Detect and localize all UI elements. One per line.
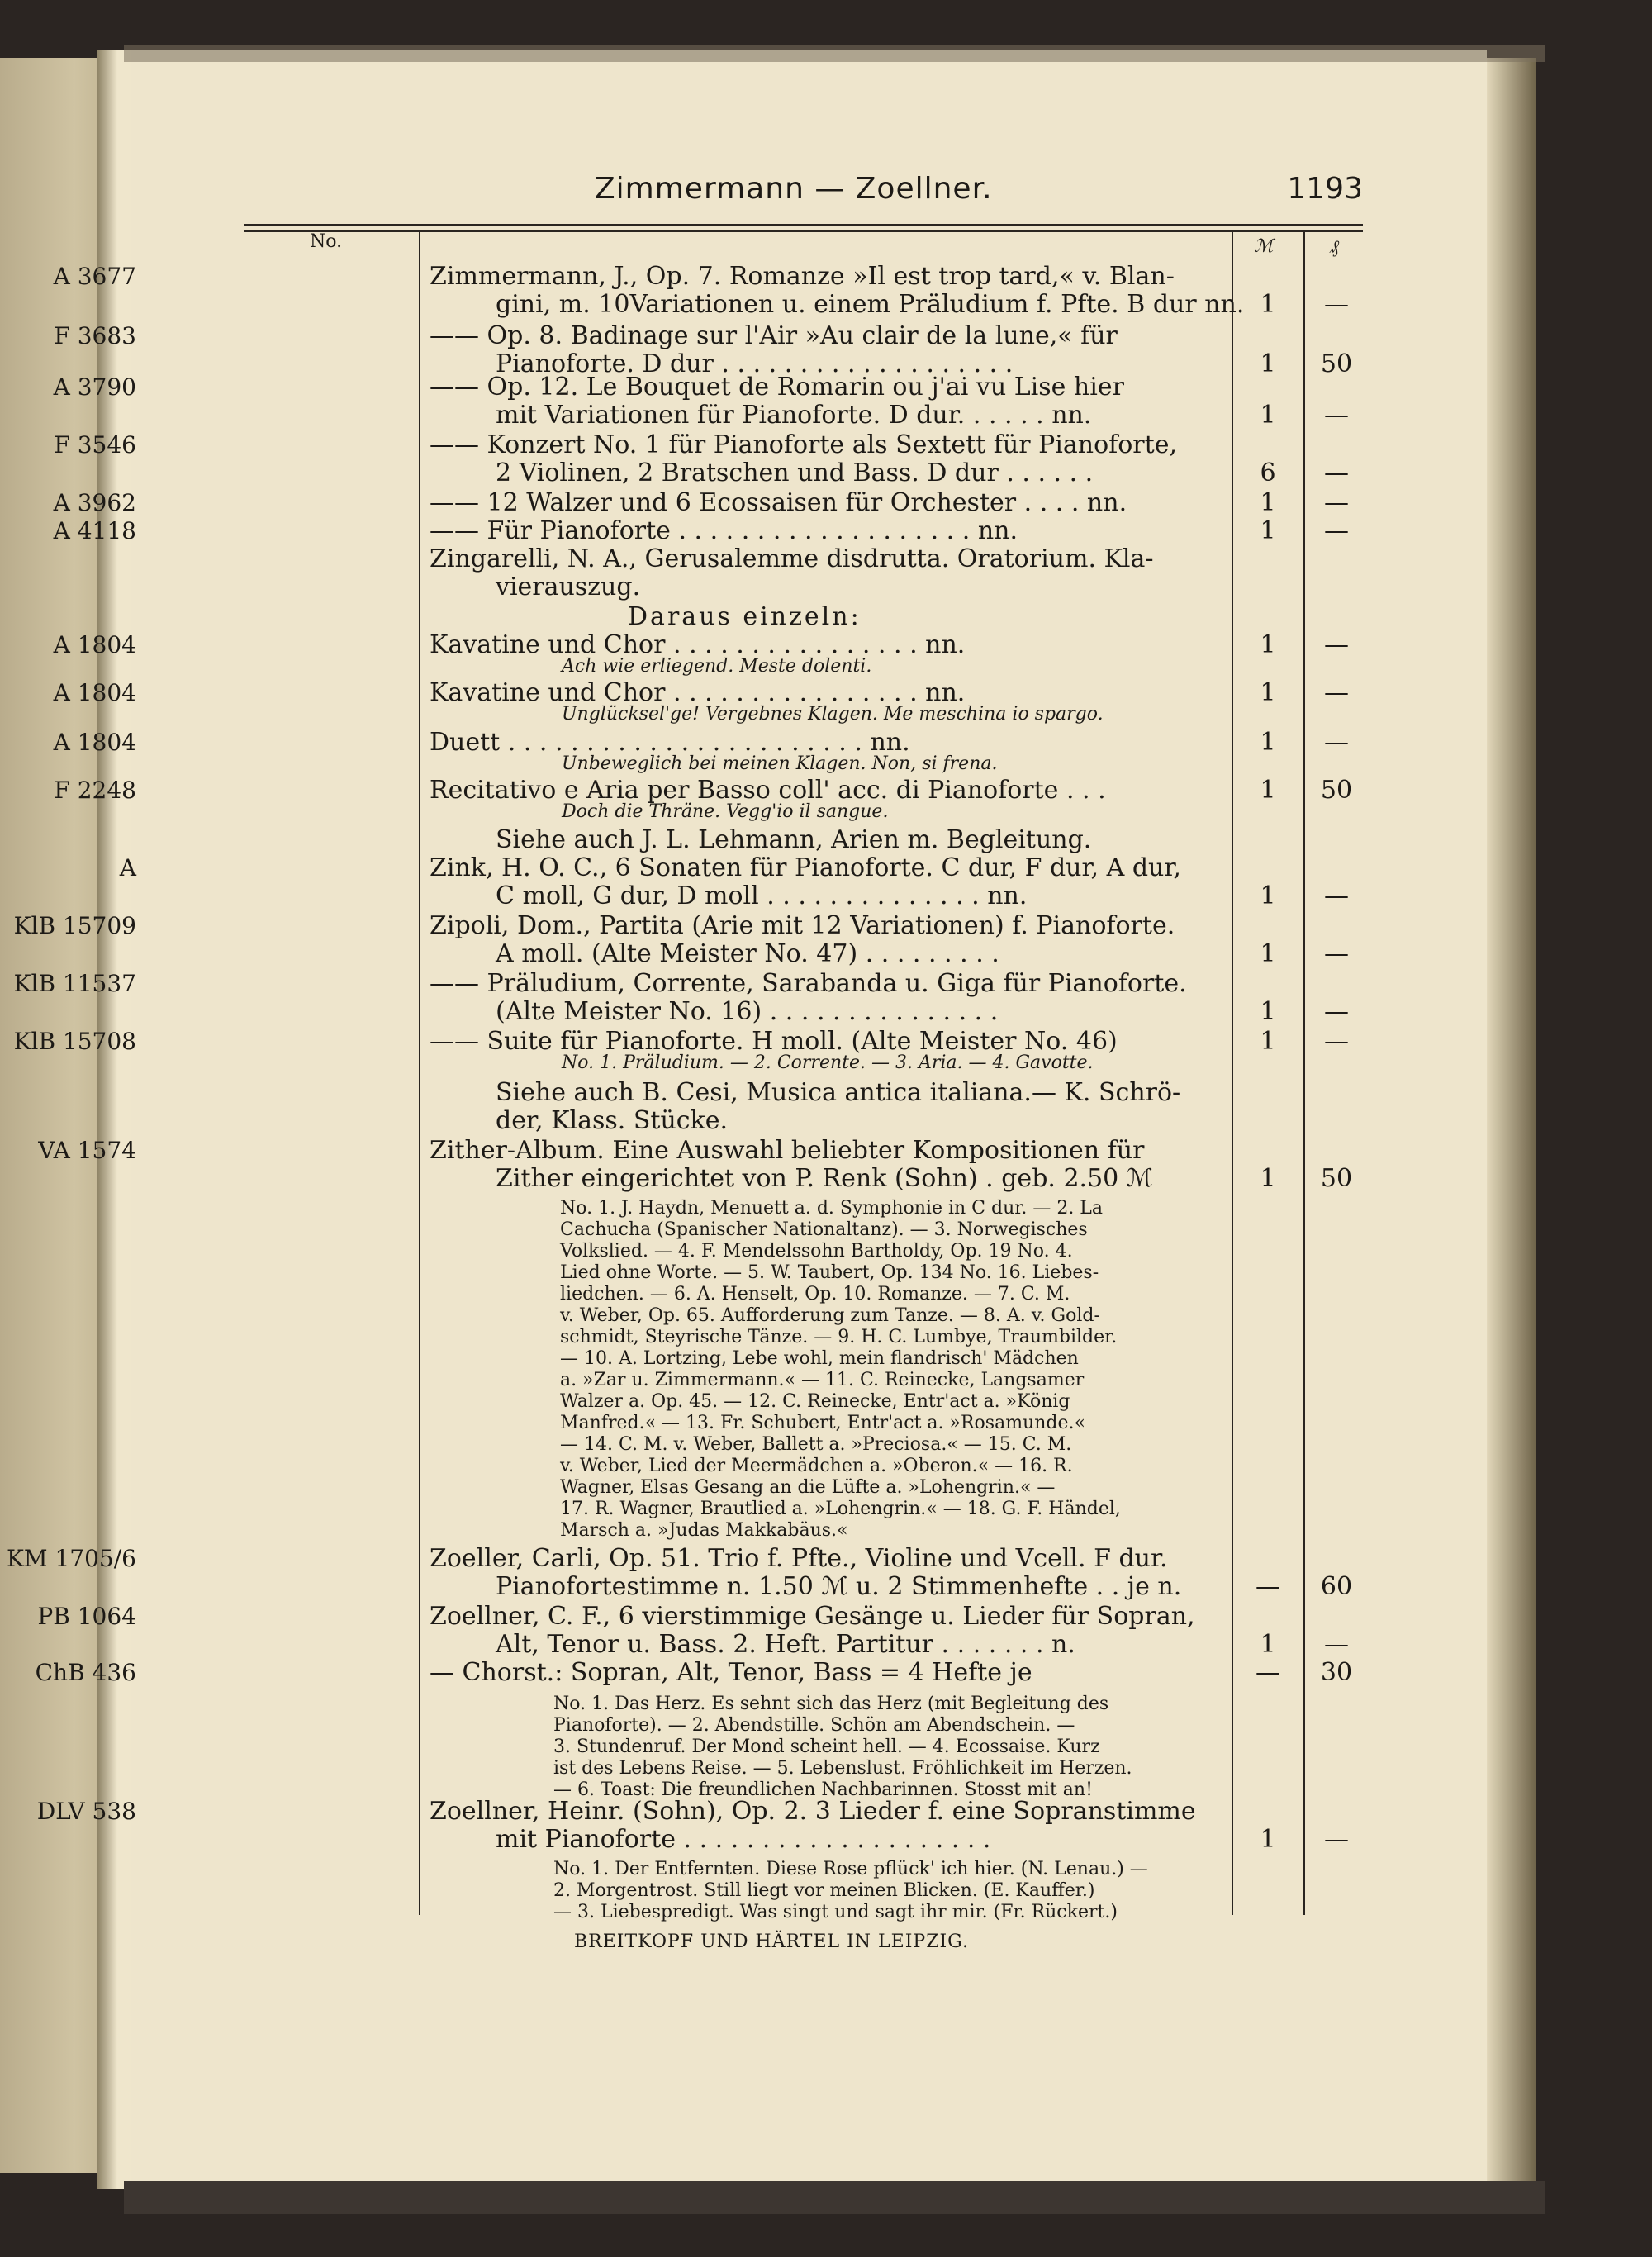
entry-text — [430, 777, 1227, 805]
entry-text — [430, 517, 1227, 545]
entry-text — [496, 826, 1293, 854]
entry-number: A — [119, 854, 136, 881]
price-mark: 1 — [1260, 678, 1276, 707]
entry-line: mit Variationen für Pianoforte. D dur. . . . . . nn. — [496, 401, 1092, 430]
entry-line: —— Op. 8. Badinage sur l'Air »Au clair de la lune,« für — [430, 321, 1118, 350]
price-pfennig: — — [1324, 290, 1349, 319]
entry-subtitle: Unglücksel'ge! Vergebnes Klagen. Me meschina io spargo. — [562, 704, 1104, 725]
entry-line: Zink, H. O. C., 6 Sonaten für Pianoforte. C dur, F dur, A dur, — [430, 853, 1181, 882]
entry-line: Duett . . . . . . . . . . . . . . . . . . . . . . . nn. — [430, 728, 910, 757]
entry-number: KM 1705/6 — [7, 1545, 136, 1572]
entry-text — [430, 373, 1227, 430]
entry-text — [430, 431, 1227, 487]
entry-text — [430, 1798, 1227, 1854]
price-mark: 1 — [1260, 728, 1276, 757]
contents-line: v. Weber, Op. 65. Aufforderung zum Tanze. — 8. A. v. Gold- — [560, 1305, 1100, 1326]
entry-text — [430, 489, 1227, 517]
entry-line: Zoellner, Heinr. (Sohn), Op. 2. 3 Lieder f. eine Sopranstimme — [430, 1797, 1196, 1826]
contents-line: 3. Stundenruf. Der Mond scheint hell. — 4. Ecossaise. Kurz — [553, 1737, 1100, 1757]
price-pfennig: — — [1324, 997, 1349, 1026]
entry-line: — Chorst.: Sopran, Alt, Tenor, Bass = 4 Hefte je — [430, 1658, 1032, 1687]
price-mark: 1 — [1260, 349, 1276, 378]
price-mark: — — [1256, 1572, 1280, 1601]
entry-number: A 1804 — [53, 729, 136, 756]
price-pfennig: — — [1324, 939, 1349, 968]
choir-contents — [553, 1694, 1132, 1801]
price-pfennig: — — [1324, 401, 1349, 430]
contents-line: No. 1. Der Entfernten. Diese Rose pflück' ich hier. (N. Lenau.) — — [553, 1859, 1148, 1879]
page-edge-right — [1487, 58, 1536, 2181]
entry-subtitle: No. 1. Präludium. — 2. Corrente. — 3. Aria. — 4. Gavotte. — [562, 1052, 1094, 1073]
entry-number: A 3962 — [53, 489, 136, 516]
binding-bottom — [124, 2181, 1545, 2214]
entry-line: —— Konzert No. 1 für Pianoforte als Sextett für Pianoforte, — [430, 430, 1177, 459]
price-mark: 1 — [1260, 1027, 1276, 1056]
price-mark: 1 — [1260, 488, 1276, 517]
price-mark: 1 — [1260, 776, 1276, 805]
entry-line: Alt, Tenor u. Bass. 2. Heft. Partitur . . . . . . . n. — [496, 1630, 1075, 1659]
entry-text — [430, 1659, 1227, 1687]
price-pfennig: — — [1324, 728, 1349, 757]
entry-line: C moll, G dur, D moll . . . . . . . . . . . . . . nn. — [496, 881, 1028, 910]
entry-number: A 3790 — [53, 373, 136, 401]
entry-text — [430, 1603, 1227, 1659]
price-pfennig: — — [1324, 630, 1349, 659]
entry-number: ChB 436 — [35, 1659, 136, 1686]
entry-line: Zither eingerichtet von P. Renk (Sohn) . geb. 2.50 ℳ — [496, 1164, 1153, 1193]
entry-number: F 2248 — [54, 777, 136, 804]
header-rule — [244, 224, 1363, 232]
entry-text — [430, 1028, 1227, 1056]
page-number: 1193 — [1287, 172, 1363, 206]
entry-line: Recitativo e Aria per Basso coll' acc. di Pianoforte . . . — [430, 776, 1106, 805]
entry-line: vierauszug. — [496, 573, 641, 601]
contents-line: v. Weber, Lied der Meermädchen a. »Oberon.« — 16. R. — [560, 1456, 1073, 1476]
contents-line: 17. R. Wagner, Brautlied a. »Lohengrin.« — 18. G. F. Händel, — [560, 1499, 1121, 1519]
zither-contents — [560, 1198, 1121, 1542]
entry-text — [430, 1137, 1227, 1193]
entry-subtitle: Doch die Thräne. Vegg'io il sangue. — [562, 801, 889, 822]
entry-text — [430, 545, 1227, 601]
contents-line: Walzer a. Op. 45. — 12. C. Reinecke, Entr'act a. »König — [560, 1391, 1070, 1412]
entry-number: DLV 538 — [36, 1798, 136, 1825]
price-mark: — — [1256, 1658, 1280, 1687]
entry-line: Zoeller, Carli, Op. 51. Trio f. Pfte., Violine und Vcell. F dur. — [430, 1544, 1168, 1573]
price-pfennig: 50 — [1320, 776, 1353, 805]
entry-text — [430, 1545, 1227, 1601]
price-pfennig: — — [1324, 459, 1349, 487]
entry-line: Siehe auch B. Cesi, Musica antica italiana.— K. Schrö- — [496, 1078, 1181, 1107]
book-gutter — [97, 50, 131, 2189]
entry-number: KlB 15709 — [13, 912, 136, 939]
entry-line: Zoellner, C. F., 6 vierstimmige Gesänge u. Lieder für Sopran, — [430, 1602, 1195, 1631]
price-pfennig: — — [1324, 516, 1349, 545]
entry-line: Kavatine und Chor . . . . . . . . . . . . . . . . nn. — [430, 678, 966, 707]
col-header-mark: ℳ — [1254, 236, 1274, 257]
price-pfennig: 50 — [1320, 1164, 1353, 1193]
entry-text — [430, 679, 1227, 707]
entry-number: A 3677 — [53, 263, 136, 290]
entry-line: Siehe auch J. L. Lehmann, Arien m. Begleitung. — [496, 825, 1092, 854]
binding-top — [124, 45, 1545, 62]
price-pfennig: 30 — [1320, 1658, 1353, 1687]
entry-line: A moll. (Alte Meister No. 47) . . . . . . . . . — [496, 939, 999, 968]
entry-line: gini, m. 10Variationen u. einem Präludium f. Pfte. B dur nn. — [496, 290, 1245, 319]
entry-number: PB 1064 — [37, 1603, 136, 1630]
contents-line: No. 1. J. Haydn, Menuett a. d. Symphonie in C dur. — 2. La — [560, 1198, 1104, 1219]
contents-line: liedchen. — 6. A. Henselt, Op. 10. Romanze. — 7. C. M. — [560, 1284, 1070, 1304]
price-mark: 1 — [1260, 1164, 1276, 1193]
entry-number: F 3683 — [54, 322, 136, 349]
entry-line: —— Op. 12. Le Bouquet de Romarin ou j'ai vu Lise hier — [430, 373, 1124, 402]
entry-subtitle: Unbeweglich bei meinen Klagen. Non, si frena. — [562, 753, 998, 774]
price-pfennig: — — [1324, 1027, 1349, 1056]
contents-line: Manfred.« — 13. Fr. Schubert, Entr'act a. »Rosamunde.« — [560, 1413, 1085, 1433]
col-header-pf: ₰ — [1330, 237, 1339, 258]
entry-number: KlB 11537 — [13, 970, 136, 997]
running-header — [248, 172, 1363, 213]
entry-text — [430, 262, 1245, 319]
entry-line: —— Präludium, Corrente, Sarabanda u. Giga für Pianoforte. — [430, 969, 1187, 998]
price-pfennig: 50 — [1320, 349, 1353, 378]
col-header-no: No. — [310, 231, 343, 252]
contents-line: 2. Morgentrost. Still liegt vor meinen Blicken. (E. Kauffer.) — [553, 1880, 1095, 1901]
lieder-contents — [553, 1859, 1148, 1923]
contents-line: Wagner, Elsas Gesang an die Lüfte a. »Lohengrin.« — — [560, 1477, 1056, 1498]
publisher-footer: BREITKOPF UND HÄRTEL IN LEIPZIG. — [574, 1932, 969, 1952]
contents-line: — 14. C. M. v. Weber, Ballett a. »Preciosa.« — 15. C. M. — [560, 1434, 1072, 1455]
price-mark: 1 — [1260, 290, 1276, 319]
contents-line: ist des Lebens Reise. — 5. Lebenslust. Fröhlichkeit im Herzen. — [553, 1758, 1132, 1779]
entry-text — [430, 729, 1227, 757]
contents-line: — 3. Liebespredigt. Was singt und sagt ihr mir. (Fr. Rückert.) — [553, 1902, 1118, 1922]
entry-number: A 1804 — [53, 679, 136, 706]
entry-line: Pianofortestimme n. 1.50 ℳ u. 2 Stimmenhefte . . je n. — [496, 1572, 1182, 1601]
entry-subtitle: Ach wie erliegend. Meste dolenti. — [562, 656, 872, 677]
entry-line: Zither-Album. Eine Auswahl beliebter Kompositionen für — [430, 1136, 1145, 1165]
contents-line: Marsch a. »Judas Makkabäus.« — [560, 1520, 848, 1541]
entry-line: 2 Violinen, 2 Bratschen und Bass. D dur . . . . . . — [496, 459, 1094, 487]
contents-line: a. »Zar u. Zimmermann.« — 11. C. Reinecke, Langsamer — [560, 1370, 1085, 1390]
entry-text — [628, 603, 1425, 631]
entry-line: Zipoli, Dom., Partita (Arie mit 12 Variationen) f. Pianoforte. — [430, 911, 1175, 940]
page-title: Zimmermann — Zoellner. — [595, 172, 993, 206]
entry-line: —— Suite für Pianoforte. H moll. (Alte Meister No. 46) — [430, 1027, 1118, 1056]
entry-text — [430, 854, 1227, 910]
price-mark: 1 — [1260, 997, 1276, 1026]
contents-line: Cachucha (Spanischer Nationaltanz). — 3. Norwegisches — [560, 1219, 1088, 1240]
price-mark: 6 — [1260, 459, 1276, 487]
price-pfennig: — — [1324, 881, 1349, 910]
entry-line: (Alte Meister No. 16) . . . . . . . . . . . . . . . — [496, 997, 999, 1026]
entry-line: Kavatine und Chor . . . . . . . . . . . . . . . . nn. — [430, 630, 966, 659]
entry-line: —— Für Pianoforte . . . . . . . . . . . . . . . . . . . nn. — [430, 516, 1018, 545]
entry-number: KlB 15708 — [13, 1028, 136, 1055]
contents-line: Lied ohne Worte. — 5. W. Taubert, Op. 134 No. 16. Liebes- — [560, 1262, 1099, 1283]
price-mark: 1 — [1260, 401, 1276, 430]
price-mark: 1 — [1260, 630, 1276, 659]
entry-line: Pianoforte. D dur . . . . . . . . . . . . . . . . . . . — [496, 349, 1014, 378]
entry-number: VA 1574 — [38, 1137, 136, 1164]
price-pfennig: — — [1324, 678, 1349, 707]
contents-line: Volkslied. — 4. F. Mendelssohn Bartholdy, Op. 19 No. 4. — [560, 1241, 1073, 1262]
price-pfennig: — — [1324, 1825, 1349, 1854]
price-pfennig: — — [1324, 488, 1349, 517]
entry-number: F 3546 — [54, 431, 136, 459]
entry-text — [430, 970, 1227, 1026]
column-rule-no — [419, 231, 420, 1915]
entry-text — [496, 1079, 1293, 1135]
price-mark: 1 — [1260, 939, 1276, 968]
price-mark: 1 — [1260, 516, 1276, 545]
contents-line: — 6. Toast: Die freundlichen Nachbarinnen. Stosst mit an! — [553, 1779, 1093, 1800]
price-mark: 1 — [1260, 1630, 1276, 1659]
entry-number: A 1804 — [53, 631, 136, 658]
price-mark: 1 — [1260, 1825, 1276, 1854]
entry-line: Daraus einzeln: — [628, 602, 862, 631]
contents-line: — 10. A. Lortzing, Lebe wohl, mein flandrisch' Mädchen — [560, 1348, 1079, 1369]
entry-line: —— 12 Walzer und 6 Ecossaisen für Orchester . . . . nn. — [430, 488, 1127, 517]
contents-line: Pianoforte). — 2. Abendstille. Schön am Abendschein. — — [553, 1715, 1075, 1736]
contents-line: schmidt, Steyrische Tänze. — 9. H. C. Lumbye, Traumbilder. — [560, 1327, 1118, 1347]
price-pfennig: — — [1324, 1630, 1349, 1659]
entry-line: Zimmermann, J., Op. 7. Romanze »Il est trop tard,« v. Blan- — [430, 262, 1175, 291]
entry-line: Zingarelli, N. A., Gerusalemme disdrutta. Oratorium. Kla- — [430, 544, 1154, 573]
price-mark: 1 — [1260, 881, 1276, 910]
entry-text — [430, 631, 1227, 659]
entry-text — [430, 912, 1227, 968]
entry-number: A 4118 — [53, 517, 136, 544]
entry-text — [430, 322, 1227, 378]
price-pfennig: 60 — [1320, 1572, 1353, 1601]
entry-line: der, Klass. Stücke. — [496, 1106, 729, 1135]
entry-line: mit Pianoforte . . . . . . . . . . . . . . . . . . . . — [496, 1825, 991, 1854]
contents-line: No. 1. Das Herz. Es sehnt sich das Herz (mit Begleitung des — [553, 1694, 1109, 1714]
